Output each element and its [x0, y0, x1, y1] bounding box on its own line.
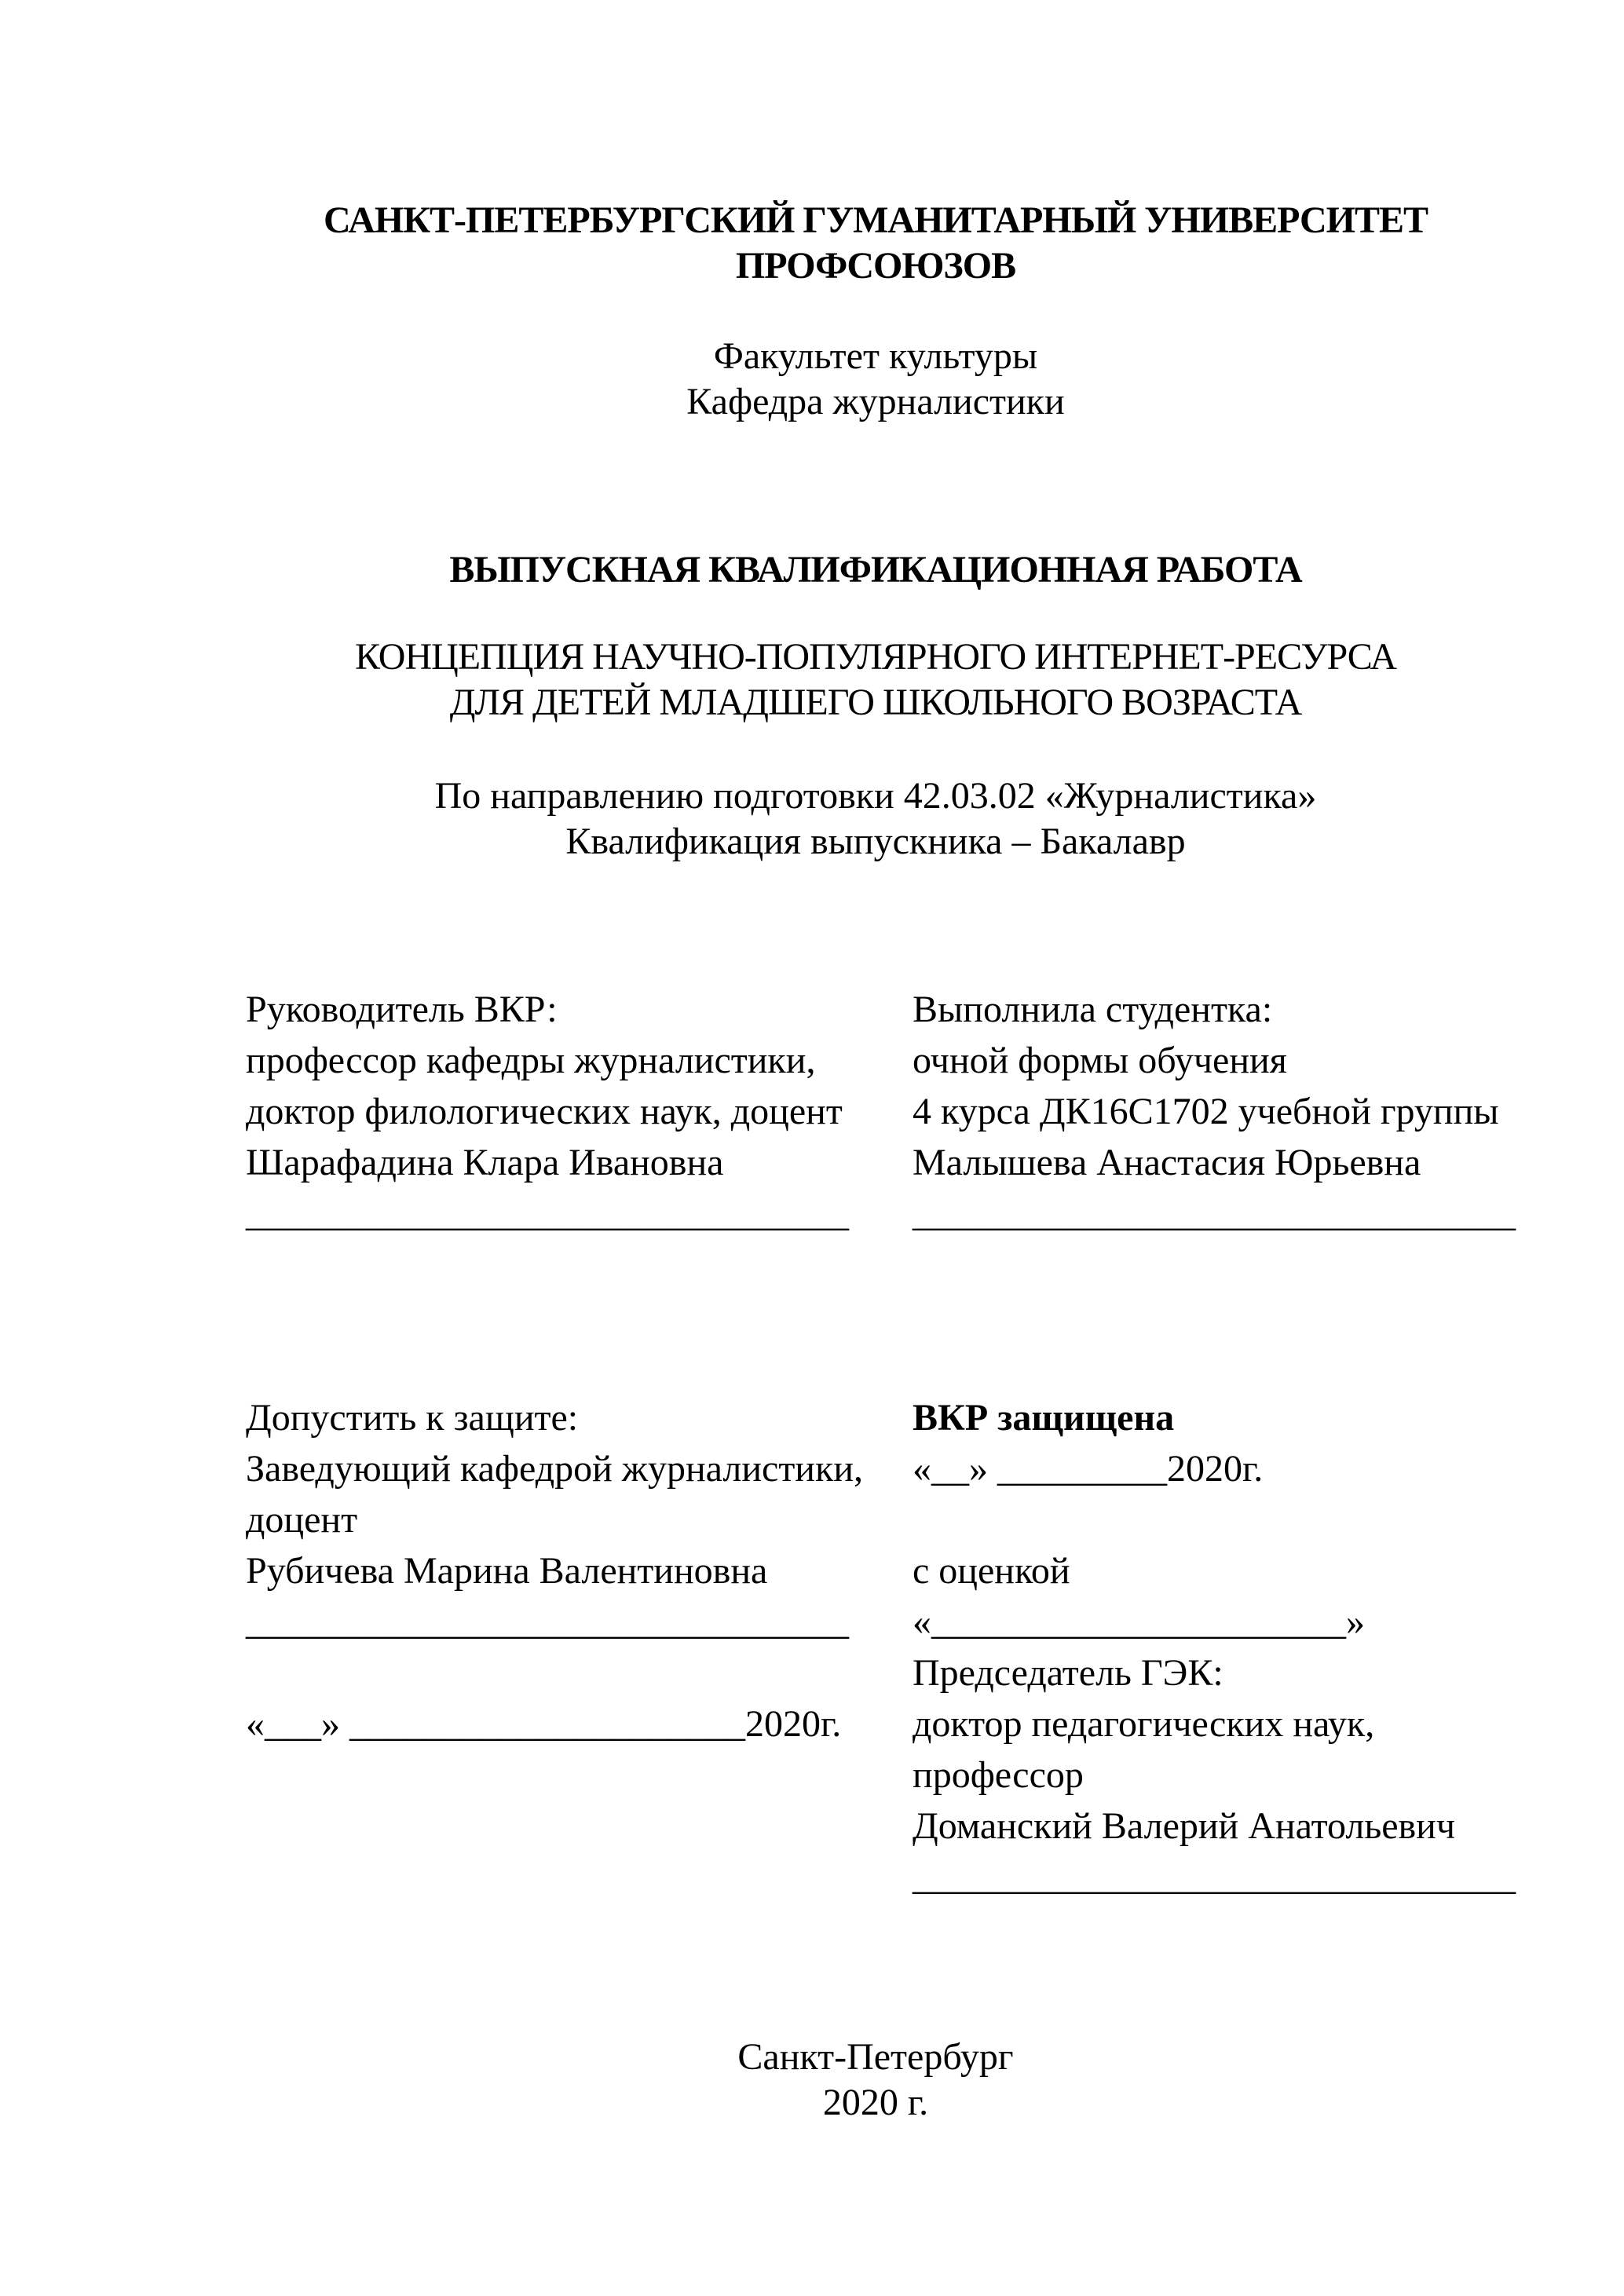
supervisor-section — [246, 984, 909, 1239]
supervisor-signature-line: ________________________________ — [246, 1193, 849, 1234]
student-name: Малышева Анастасия Юрьевна — [913, 1142, 1421, 1183]
admission-section — [246, 1392, 909, 1749]
thesis-title-line2: ДЛЯ ДЕТЕЙ МЛАДШЕГО ШКОЛЬНОГО ВОЗРАСТА — [449, 682, 1302, 723]
student-group-line: 4 курса ДК16С1702 учебной группы — [913, 1091, 1499, 1132]
gek-chairman-label: Председатель ГЭК: — [913, 1652, 1223, 1694]
blank-line — [246, 1647, 909, 1698]
qualification-line: Квалификация выпускника – Бакалавр — [565, 821, 1186, 862]
program-line: По направлению подготовки 42.03.02 «Журналистика» — [434, 775, 1317, 817]
chairman-signature-line: ________________________________ — [913, 1856, 1516, 1898]
admission-position-line2: доцент — [246, 1499, 358, 1541]
chairman-degree-line: доктор педагогических наук, — [913, 1703, 1375, 1745]
chairman-title-line: профессор — [913, 1754, 1084, 1796]
university-name-line1: САНКТ-ПЕТЕРБУРГСКИЙ ГУМАНИТАРНЫЙ УНИВЕРСИТЕТ — [323, 199, 1428, 241]
student-signature-line: ________________________________ — [913, 1193, 1516, 1234]
city-name: Санкт-Петербург — [737, 2036, 1014, 2078]
year-label: 2020 г. — [822, 2082, 929, 2123]
supervisor-position-line2: доктор филологических наук, доцент — [246, 1091, 843, 1132]
chairman-name: Доманский Валерий Анатольевич — [913, 1805, 1456, 1847]
program-block — [246, 773, 1505, 865]
admission-signature-line: ________________________________ — [246, 1601, 849, 1643]
work-type-block — [246, 547, 1505, 593]
admission-position-line1: Заведующий кафедрой журналистики, — [246, 1448, 863, 1490]
defense-status-label: ВКР защищена — [913, 1397, 1175, 1439]
supervisor-position-line1: профессор кафедры журналистики, — [246, 1040, 816, 1081]
grade-blank-line: «______________________» — [913, 1601, 1365, 1643]
supervisor-label: Руководитель ВКР: — [246, 989, 558, 1030]
university-header — [246, 198, 1505, 289]
student-label: Выполнила студентка: — [913, 989, 1273, 1030]
admission-label: Допустить к защите: — [246, 1397, 579, 1439]
faculty-department-block — [246, 334, 1505, 425]
grade-label: с оценкой — [913, 1550, 1070, 1592]
department-name: Кафедра журналистики — [686, 381, 1065, 422]
admission-name: Рубичева Марина Валентиновна — [246, 1550, 768, 1592]
student-section — [913, 984, 1541, 1239]
faculty-name: Факультет культуры — [713, 335, 1038, 377]
thesis-title-line1: КОНЦЕПЦИЯ НАУЧНО-ПОПУЛЯРНОГО ИНТЕРНЕТ-РЕСУРСА — [354, 636, 1397, 678]
student-study-form: очной формы обучения — [913, 1040, 1287, 1081]
work-type-heading: ВЫПУСКНАЯ КВАЛИФИКАЦИОННАЯ РАБОТА — [449, 549, 1302, 590]
thesis-title-block — [246, 634, 1505, 726]
university-name-line2: ПРОФСОЮЗОВ — [735, 245, 1016, 287]
footer-block — [246, 2035, 1505, 2126]
blank-line — [913, 1494, 1541, 1545]
supervisor-name: Шарафадина Клара Ивановна — [246, 1142, 724, 1183]
defense-date-line: «__» _________2020г. — [913, 1448, 1264, 1490]
admission-date-line: «___» _____________________2020г. — [246, 1703, 842, 1745]
defense-section — [913, 1392, 1541, 1903]
